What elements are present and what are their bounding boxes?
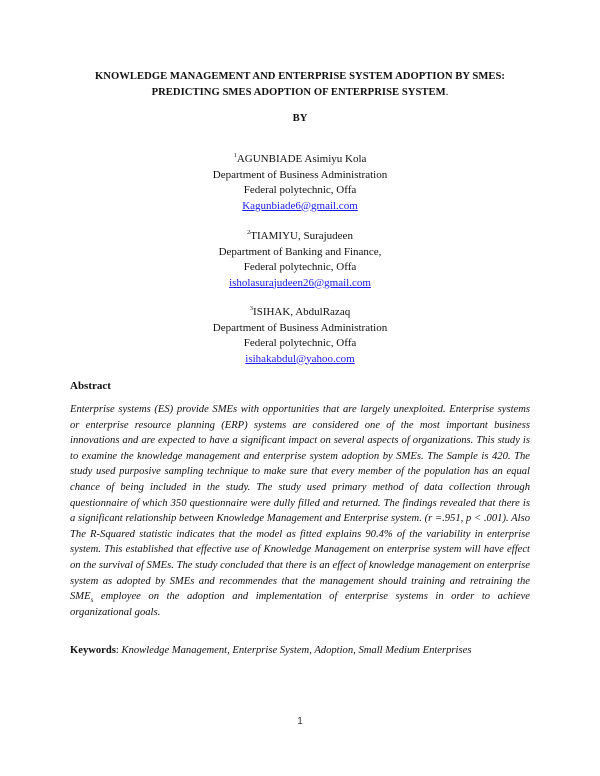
author-institution: Federal polytechnic, Offa [243, 337, 357, 349]
abstract-heading: Abstract [70, 380, 111, 392]
author-block-3 [150, 305, 450, 367]
author-name-line [150, 152, 450, 168]
author-block-1 [150, 152, 450, 214]
author-department: Department of Business Administration [212, 168, 388, 181]
title-line-2 [40, 85, 560, 101]
author-name: AGUNBIADE Asimiyu Kola [236, 153, 367, 165]
author-name-line [150, 229, 450, 245]
author-name-line [150, 305, 450, 321]
title-line-2-text: PREDICTING SMES ADOPTION OF ENTERPRISE SYSTEM [151, 87, 446, 98]
title-period: . [445, 87, 449, 98]
author-email-link[interactable]: isihakabdul@yahoo.com [245, 352, 355, 365]
author-marker: 2 [247, 229, 251, 236]
author-marker: 1 [233, 152, 237, 159]
title-line-1: KNOWLEDGE MANAGEMENT AND ENTERPRISE SYSTEM ADOPTION BY SMES: [94, 71, 506, 82]
author-email-link[interactable]: isholasurajudeen26@gmail.com [229, 276, 371, 289]
author-department: Department of Business Administration [212, 321, 388, 334]
keywords-label: Keywords [70, 645, 116, 656]
keywords-separator: : [115, 645, 122, 656]
by-label: BY [292, 113, 308, 124]
page-number: 1 [297, 716, 303, 727]
author-department: Department of Banking and Finance, [218, 245, 382, 258]
keywords-value: Knowledge Management, Enterprise System, Adoption, Small Medium Enterprises [121, 645, 472, 656]
abstract-subscript: s [90, 596, 94, 605]
paper-title [40, 69, 560, 101]
abstract-text-end: employee on the adoption and implementation of enterprise systems in order to achieve organizational goals. [70, 591, 530, 618]
abstract-body [70, 402, 530, 620]
keywords-line [70, 645, 540, 656]
author-name: TIAMIYU, Surajudeen [250, 230, 353, 242]
author-email-link[interactable]: Kagunbiade6@gmail.com [242, 199, 358, 212]
author-marker: 3 [249, 305, 254, 312]
author-block-2 [150, 229, 450, 291]
author-institution: Federal polytechnic, Offa [243, 184, 357, 196]
abstract-text: Enterprise systems (ES) provide SMEs with opportunities that are largely unexploited. Enterprise systems or enterprise resource planning (ERP) systems are considered one of the most important business innovations and are expected to have a significant impact on several aspects of organizations. This study is to examine the knowledge management and enterprise system adoption by SMEs. The Sample is 420. The study used purposive sampling technique to make sure that every member of the population has an equal chance of being included in the study. The study used primary method of data collection through questionnaire of which 350 questionnaire were dully filled and returned. The findings revealed that there is a significant relationship between Knowledge Management and Enterprise system. (r =.951, p < .001). Also The R-Squared statistic indicates that the model as fitted explains 90.4% of the variability in enterprise system. This established that effective use of Knowledge Management on enterprise system will have effect on the survival of SMEs. The study concluded that there is an effect of knowledge management on enterprise system as adopted by SMEs and recommendes that the management should training and retraining the SME [70, 404, 530, 603]
author-name: ISIHAK, AbdulRazaq [253, 306, 351, 318]
author-institution: Federal polytechnic, Offa [243, 261, 357, 273]
